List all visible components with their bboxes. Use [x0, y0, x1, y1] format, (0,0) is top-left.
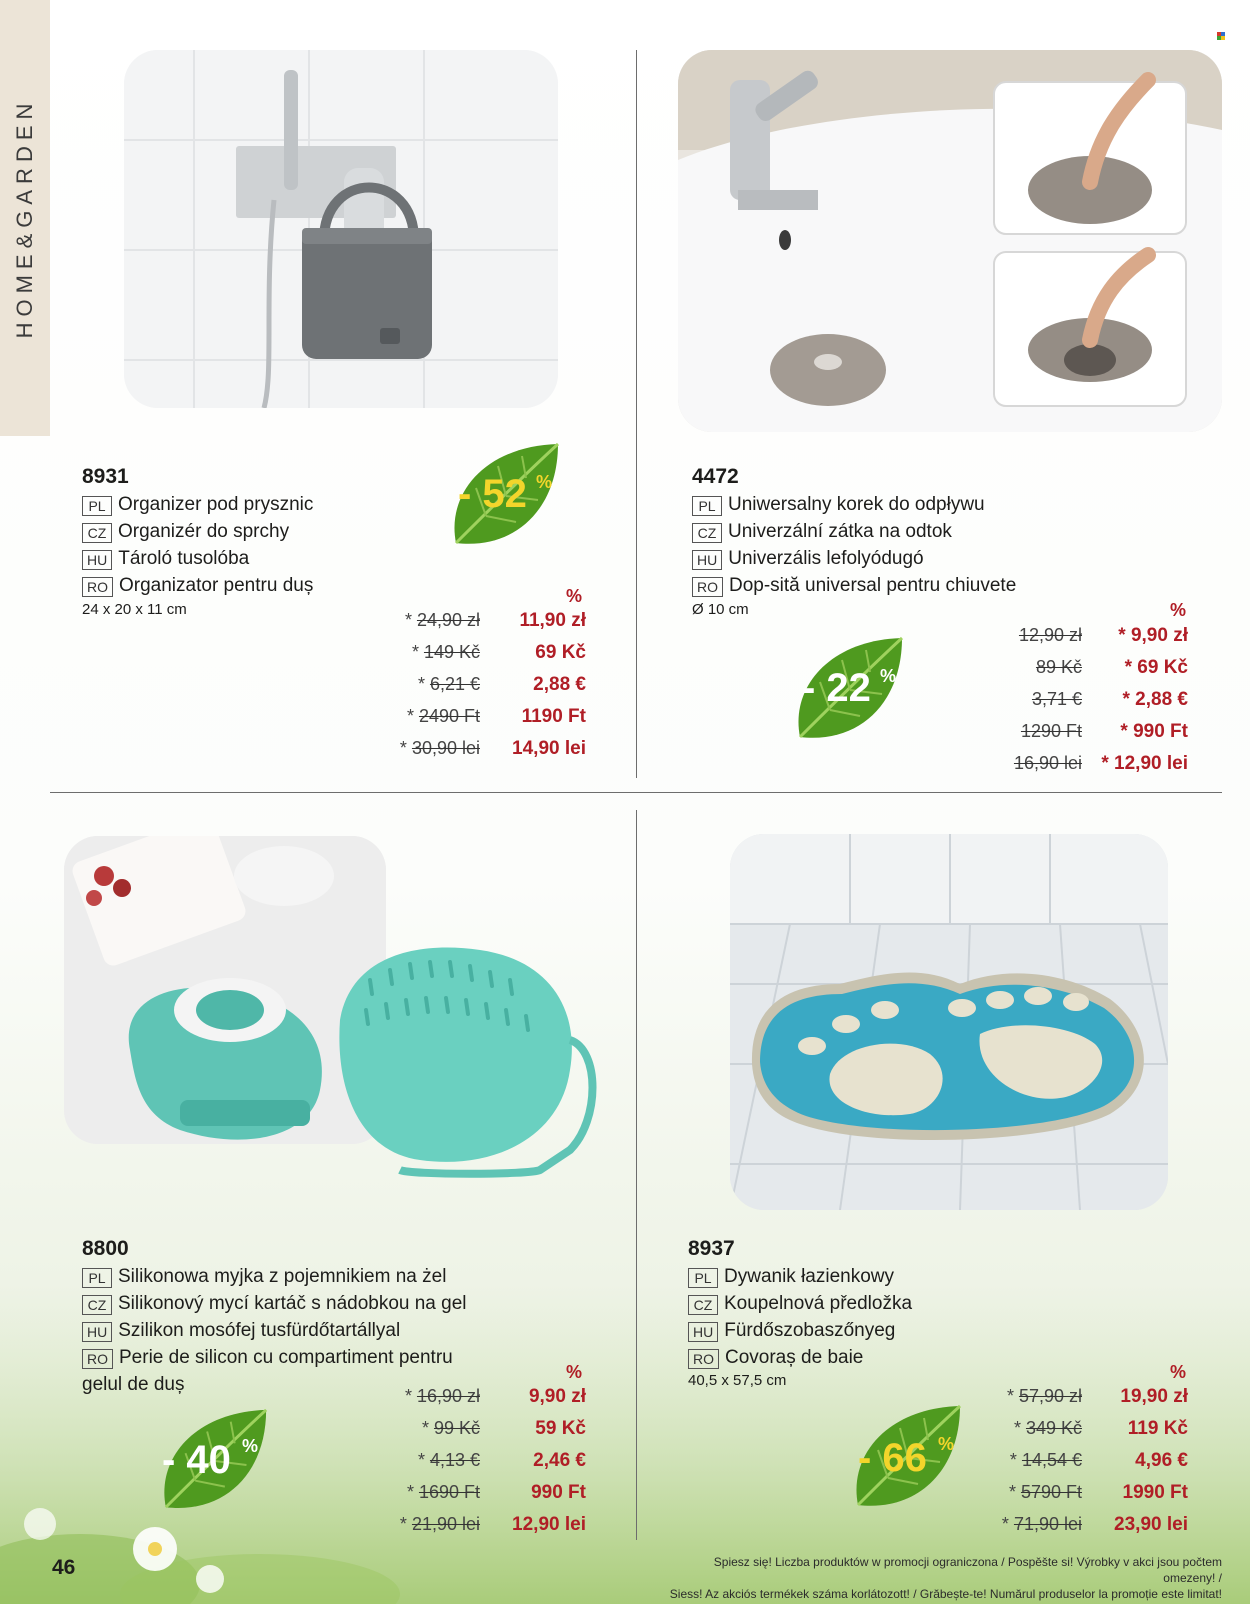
- product-name-cz: [82, 1293, 467, 1315]
- column-divider-top: [636, 50, 637, 778]
- old-price: * 30,90 lei: [399, 738, 480, 758]
- lang-badge-ro: RO: [82, 577, 113, 597]
- product-photo-bath-mat: [730, 834, 1168, 1210]
- percent-header: %: [1170, 600, 1187, 620]
- old-price: * 99 Kč: [421, 1418, 480, 1438]
- product-photo-silicone-brush: [110, 920, 610, 1200]
- new-price: 2,46 €: [533, 1450, 586, 1471]
- product-size: Ø 10 cm: [692, 601, 749, 618]
- product-photo-drain-stopper: [678, 50, 1222, 432]
- new-price: 23,90 lei: [1114, 1514, 1188, 1535]
- column-divider-bottom: [636, 810, 637, 1540]
- lang-badge-cz: CZ: [688, 1295, 718, 1315]
- product-name-pl: [692, 494, 985, 516]
- product-name-pl: [82, 494, 313, 516]
- percent-header: %: [1170, 1362, 1187, 1382]
- lang-badge-pl: PL: [688, 1268, 718, 1288]
- old-price: * 24,90 zł: [404, 610, 480, 630]
- old-price: * 71,90 lei: [1001, 1514, 1082, 1534]
- new-price: * 9,90 zł: [1118, 625, 1188, 646]
- footer-line: Spiesz się! Liczba produktów w promocji ograniczona / Pospěšte si! Výrobky v akci jsou počtem omezeny! /: [713, 1555, 1222, 1585]
- discount-percent-sign: %: [242, 1436, 259, 1456]
- new-price: 12,90 lei: [512, 1514, 586, 1535]
- old-price: * 6,21 €: [417, 674, 480, 694]
- section-tab: [0, 0, 50, 436]
- multicolor-flag-icon: [1217, 32, 1225, 40]
- product-name-text: Organizer pod prysznic: [118, 494, 314, 515]
- lang-badge-pl: PL: [82, 1268, 112, 1288]
- discount-leaf-badge: [156, 1404, 274, 1522]
- product-name-text: Uniwersalny korek do odpływu: [728, 494, 985, 515]
- discount-leaf-badge: [790, 632, 910, 752]
- new-price: * 990 Ft: [1120, 721, 1188, 742]
- product-name-cz: [82, 521, 289, 543]
- product-name-text: Univerzální zátka na odtok: [728, 521, 952, 542]
- product-code: 8937: [688, 1237, 735, 1260]
- product-name-text: Perie de silicon cu compartiment pentru: [119, 1347, 453, 1368]
- lang-badge-pl: PL: [82, 496, 112, 516]
- new-price: 1190 Ft: [521, 706, 586, 727]
- discount-value: - 66: [858, 1436, 927, 1480]
- lang-badge-hu: HU: [688, 1322, 718, 1342]
- old-price: * 1690 Ft: [406, 1482, 480, 1502]
- discount-percent-sign: %: [880, 666, 897, 686]
- product-name-text: gelul de duș: [82, 1374, 185, 1395]
- old-price: 3,71 €: [1031, 689, 1082, 709]
- percent-header: %: [566, 1362, 583, 1382]
- product-name-pl: [688, 1266, 894, 1288]
- new-price: 14,90 lei: [512, 738, 586, 759]
- footer-line: Siess! Az akciós termékek száma korlátozott! / Grăbește-te! Numărul produselor la promoție este limitat!: [669, 1587, 1222, 1601]
- lang-badge-cz: CZ: [82, 523, 112, 543]
- old-price: 12,90 zł: [1018, 625, 1082, 645]
- product-name-text: Organizator pentru duș: [119, 575, 314, 596]
- new-price: * 2,88 €: [1122, 689, 1188, 710]
- product-name-ro: [82, 1347, 453, 1369]
- percent-header: %: [566, 586, 583, 606]
- new-price: 69 Kč: [535, 642, 586, 663]
- old-price: * 149 Kč: [411, 642, 480, 662]
- lang-badge-hu: HU: [82, 550, 112, 570]
- old-price: * 2490 Ft: [406, 706, 480, 726]
- product-name-text: Koupelnová předložka: [724, 1293, 913, 1314]
- old-price: * 349 Kč: [1013, 1418, 1082, 1438]
- lang-badge-hu: HU: [82, 1322, 112, 1342]
- lang-badge-ro: RO: [688, 1349, 719, 1369]
- product-name-text: Silikonowa myjka z pojemnikiem na żel: [118, 1266, 447, 1287]
- discount-percent-sign: %: [938, 1434, 955, 1454]
- product-name-text: Silikonový mycí kartáč s nádobkou na gel: [118, 1293, 467, 1314]
- product-name-text: Covoraș de baie: [725, 1347, 864, 1368]
- new-price: * 12,90 lei: [1101, 753, 1188, 774]
- product-name-ro: [688, 1347, 863, 1369]
- product-name-text: Dywanik łazienkowy: [724, 1266, 895, 1287]
- product-name-hu: [692, 548, 924, 570]
- product-name-hu: [688, 1320, 895, 1342]
- product-name-pl: [82, 1266, 446, 1288]
- product-name-text: Organizér do sprchy: [118, 521, 290, 542]
- new-price: 59 Kč: [535, 1418, 586, 1439]
- new-price: 11,90 zł: [519, 610, 586, 631]
- old-price: * 5790 Ft: [1008, 1482, 1082, 1502]
- new-price: 19,90 zł: [1120, 1386, 1188, 1407]
- lang-badge-pl: PL: [692, 496, 722, 516]
- product-code: 8800: [82, 1237, 129, 1260]
- lang-badge-cz: CZ: [692, 523, 722, 543]
- old-price: 16,90 lei: [1013, 753, 1082, 773]
- product-code: 4472: [692, 465, 739, 488]
- old-price: * 16,90 zł: [404, 1386, 480, 1406]
- product-name-cz: [688, 1293, 912, 1315]
- new-price: * 69 Kč: [1124, 657, 1188, 678]
- old-price: * 4,13 €: [417, 1450, 480, 1470]
- product-size: 40,5 x 57,5 cm: [688, 1372, 787, 1389]
- product-name-text: Szilikon mosófej tusfürdőtartállyal: [118, 1320, 401, 1341]
- old-price: * 21,90 lei: [399, 1514, 480, 1534]
- product-name-text: Tároló tusolóba: [118, 548, 250, 569]
- page-number: 46: [52, 1556, 76, 1579]
- new-price: 4,96 €: [1135, 1450, 1188, 1471]
- product-name-cz: [692, 521, 952, 543]
- lang-badge-ro: RO: [82, 1349, 113, 1369]
- new-price: 2,88 €: [533, 674, 586, 695]
- row-divider: [50, 792, 1222, 793]
- product-name-text: Fürdőszobaszőnyeg: [724, 1320, 896, 1341]
- product-code: 8931: [82, 465, 129, 488]
- product-name-text: Univerzális lefolyódugó: [728, 548, 924, 569]
- old-price: * 57,90 zł: [1006, 1386, 1082, 1406]
- old-price: * 14,54 €: [1009, 1450, 1082, 1470]
- old-price: 89 Kč: [1035, 657, 1082, 677]
- product-name-hu: [82, 548, 249, 570]
- lang-badge-hu: HU: [692, 550, 722, 570]
- discount-percent-sign: %: [536, 472, 553, 492]
- product-name-ro: [82, 575, 313, 597]
- discount-value: - 40: [162, 1438, 231, 1482]
- new-price: 1990 Ft: [1122, 1482, 1188, 1503]
- product-size: 24 x 20 x 11 cm: [82, 601, 187, 618]
- lang-badge-cz: CZ: [82, 1295, 112, 1315]
- new-price: 9,90 zł: [528, 1386, 586, 1407]
- new-price: 119 Kč: [1127, 1418, 1188, 1439]
- discount-leaf-badge: [446, 438, 566, 558]
- product-name-ro: [692, 575, 1016, 597]
- new-price: 990 Ft: [531, 1482, 586, 1503]
- product-name-text: Dop-sită universal pentru chiuvete: [729, 575, 1017, 596]
- lang-badge-ro: RO: [692, 577, 723, 597]
- product-photo-shower-organizer: [124, 50, 558, 408]
- discount-value: - 22: [802, 666, 871, 710]
- product-name-continuation: [82, 1374, 184, 1396]
- old-price: 1290 Ft: [1020, 721, 1082, 741]
- section-tab-label: HOME&GARDEN: [12, 97, 37, 339]
- product-name-hu: [82, 1320, 400, 1342]
- footer-disclaimer: [662, 1554, 1222, 1602]
- discount-value: - 52: [458, 472, 527, 516]
